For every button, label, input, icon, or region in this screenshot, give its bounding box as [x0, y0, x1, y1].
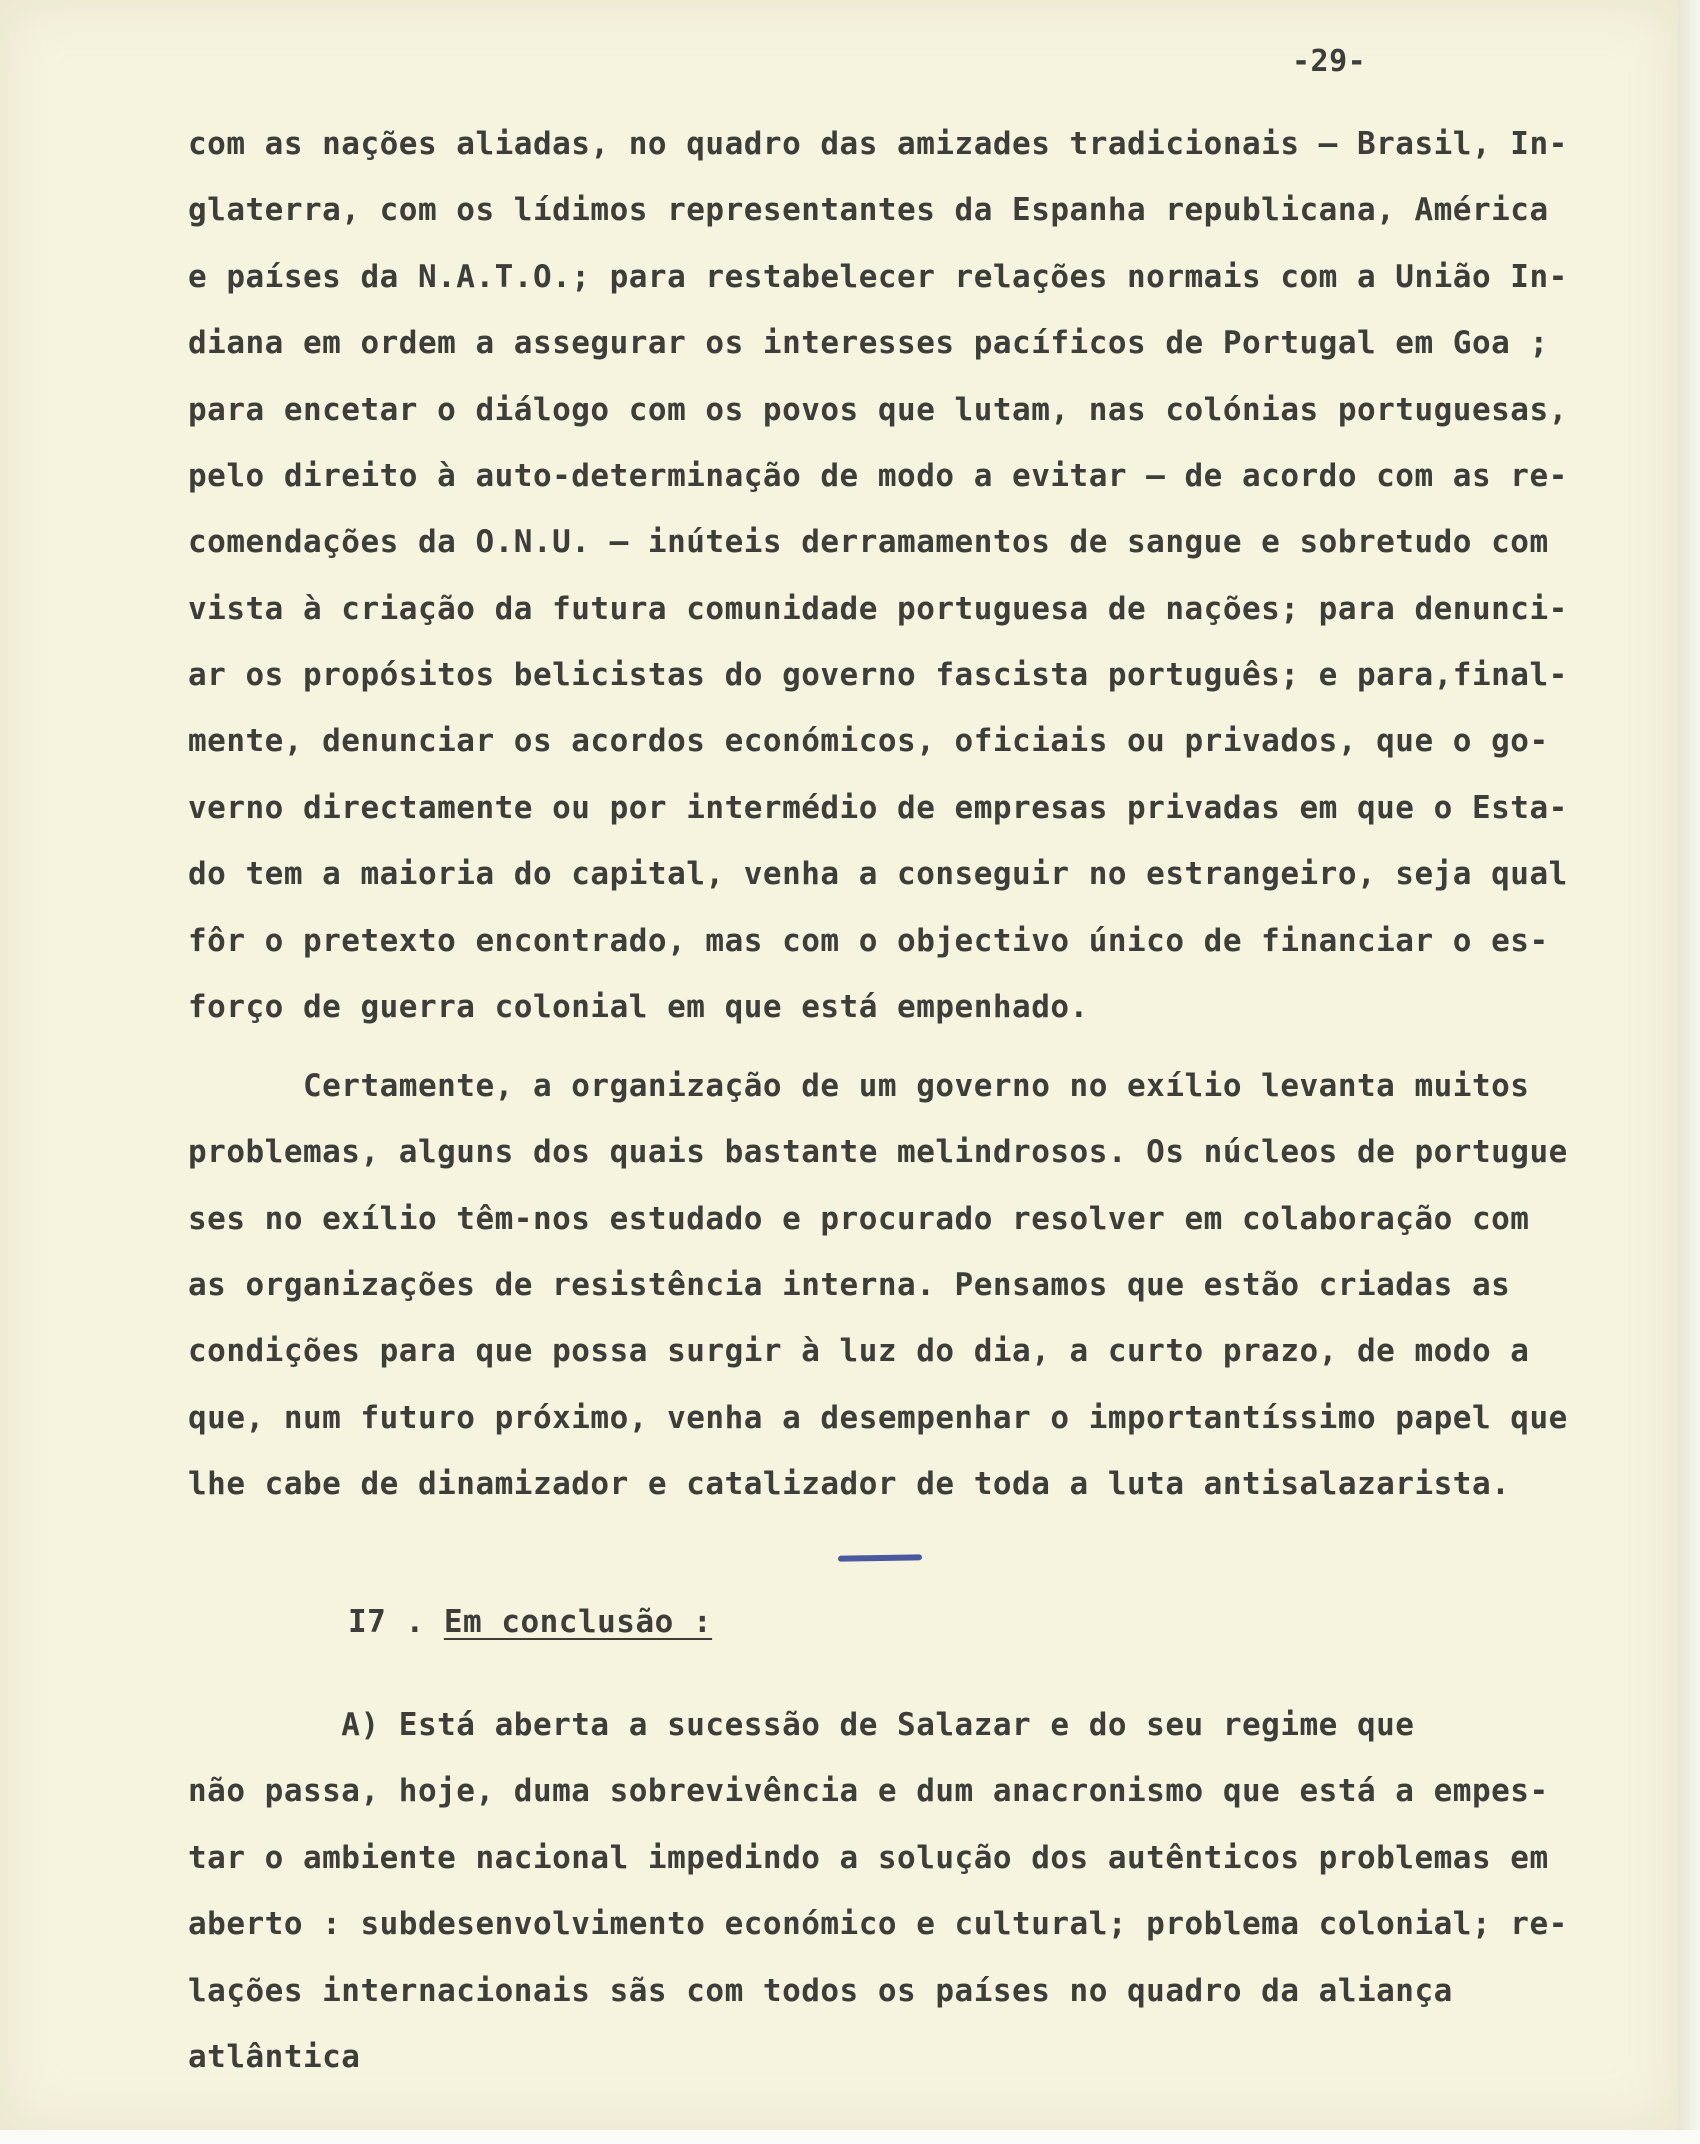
paragraph-1-line: ar os propósitos belicistas do governo fascista português; e para,final- [188, 657, 1568, 693]
paragraph-1-line: do tem a maioria do capital, venha a conseguir no estrangeiro, seja qual [188, 856, 1568, 892]
paragraph-2-line: problemas, alguns dos quais bastante melindrosos. Os núcleos de portugue [188, 1134, 1568, 1170]
paragraph-3-line: atlântica [188, 2039, 361, 2075]
paragraph-2-line: as organizações de resistência interna. Pensamos que estão criadas as [188, 1267, 1511, 1303]
paragraph-1-line: para encetar o diálogo com os povos que lutam, nas colónias portuguesas, [188, 392, 1568, 428]
paragraph-3-line: tar o ambiente nacional impedindo a solução dos autênticos problemas em [188, 1840, 1549, 1876]
section-title: Em conclusão : [443, 1604, 713, 1640]
paragraph-2-line: condições para que possa surgir à luz do dia, a curto prazo, de modo a [188, 1333, 1530, 1369]
paragraph-1-line: pelo direito à auto-determinação de modo a evitar — de acordo com as re- [188, 458, 1568, 494]
paragraph-1-line: com as nações aliadas, no quadro das amizades tradicionais — Brasil, In- [188, 126, 1568, 162]
paragraph-1-line: comendações da O.N.U. — inúteis derramamentos de sangue e sobretudo com [188, 524, 1549, 560]
section-heading [348, 1604, 712, 1640]
paragraph-3-line: lações internacionais sãs com todos os países no quadro da aliança [188, 1973, 1453, 2009]
page-edge-shadow [1678, 0, 1700, 2144]
paragraph-2-line: lhe cabe de dinamizador e catalizador de toda a luta antisalazarista. [188, 1466, 1511, 1502]
paragraph-1-line: fôr o pretexto encontrado, mas com o objectivo único de financiar o es- [188, 923, 1549, 959]
paragraph-1-line: glaterra, com os lídimos representantes da Espanha republicana, América [188, 192, 1549, 228]
paragraph-1-line: forço de guerra colonial em que está empenhado. [188, 989, 1089, 1025]
page-bottom-strip [0, 2130, 1700, 2144]
paragraph-2-line: que, num futuro próximo, venha a desempenhar o importantíssimo papel que [188, 1400, 1568, 1436]
paragraph-3-line: A) Está aberta a sucessão de Salazar e do seu regime que [188, 1707, 1415, 1743]
page-number: -29- [1292, 44, 1367, 79]
paragraph-2-line: ses no exílio têm-nos estudado e procurado resolver em colaboração com [188, 1201, 1530, 1237]
paragraph-1-line: diana em ordem a assegurar os interesses pacíficos de Portugal em Goa ; [188, 325, 1549, 361]
paragraph-3-line: aberto : subdesenvolvimento económico e cultural; problema colonial; re- [188, 1906, 1568, 1942]
paragraph-1-line: vista à criação da futura comunidade portuguesa de nações; para denunci- [188, 591, 1568, 627]
paragraph-2-line: Certamente, a organização de um governo no exílio levanta muitos [188, 1068, 1530, 1104]
paragraph-1-line: mente, denunciar os acordos económicos, oficiais ou privados, que o go- [188, 723, 1549, 759]
section-number: I7 . [348, 1604, 444, 1640]
paragraph-1-line: e países da N.A.T.O.; para restabelecer relações normais com a União In- [188, 259, 1568, 295]
paragraph-3-line: não passa, hoje, duma sobrevivência e dum anacronismo que está a empes- [188, 1773, 1549, 1809]
paragraph-1-line: verno directamente ou por intermédio de empresas privadas em que o Esta- [188, 790, 1568, 826]
